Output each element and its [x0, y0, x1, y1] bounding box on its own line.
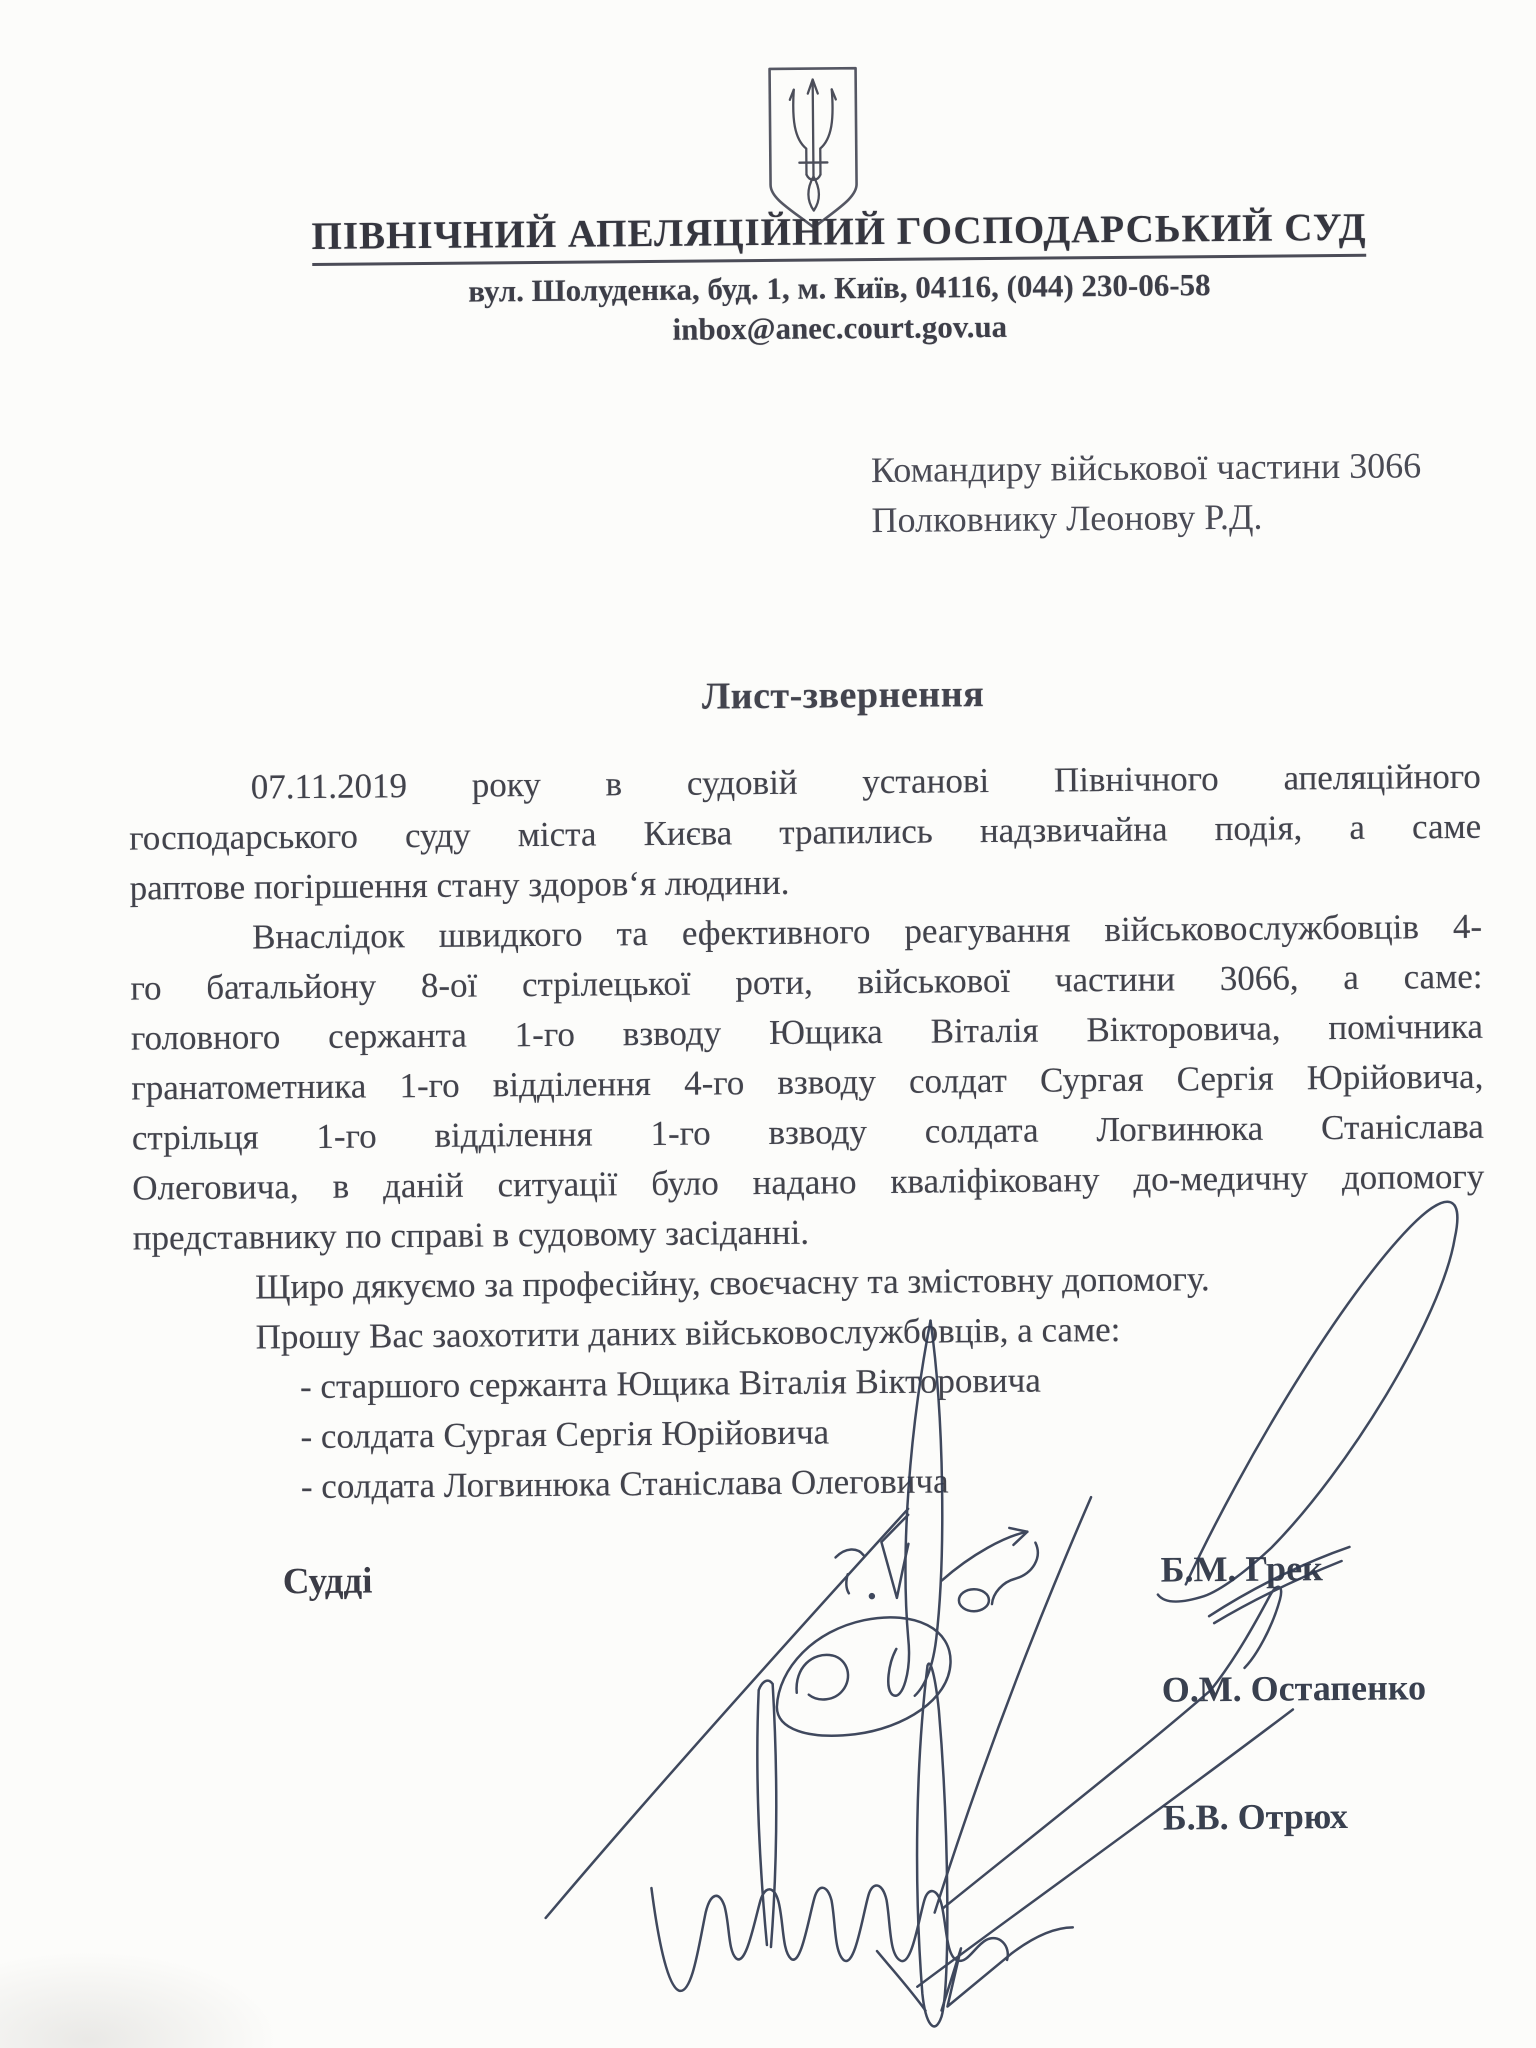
recipient-block [871, 440, 1422, 545]
body-line: - солдата Логвинюка Станіслава Олеговича [300, 1461, 949, 1507]
court-address: вул. Шолуденка, буд. 1, м. Київ, 04116, (044) 230-06-58 [468, 267, 1211, 309]
body-line: Олеговича, в даній ситуації було надано кваліфіковану до-медичну допомогу [132, 1156, 1485, 1208]
judges-label: Судді [282, 1560, 373, 1603]
body-line: гранатометника 1-го відділення 4-го взводу солдат Сургая Сергія Юрійовича, [131, 1056, 1484, 1108]
body-line: Прошу Вас заохотити даних військовослужбовців, а саме: [255, 1309, 1121, 1357]
body-text [129, 752, 1487, 1514]
letterhead [149, 203, 1530, 352]
letter-title: Лист-звернення [701, 673, 985, 718]
body-line: - солдата Сургая Сергія Юрійовича [300, 1412, 830, 1457]
court-email: inbox@anec.court.gov.ua [672, 308, 1008, 347]
body-line: головного сержанта 1-го взводу Ющика Віталія Вікторовича, помічника [130, 1006, 1484, 1058]
body-line: представнику по справі в судовому засіданні. [132, 1212, 810, 1258]
body-line: Внаслідок швидкого та ефективного реагування військовослужбовців 4- [251, 906, 1483, 957]
recipient-line: Командиру військової частини 3066 [870, 445, 1422, 491]
judge-name: О.М. Остапенко [1161, 1667, 1427, 1710]
judge-name: Б.М. Грек [1160, 1548, 1324, 1590]
body-line: Щиро дякуємо за професійну, своєчасну та змістовну допомогу. [254, 1259, 1210, 1307]
body-line: господарського суду міста Києва трапились надзвичайна подія, а саме [129, 806, 1482, 858]
recipient-line: Полковнику Леонову Р.Д. [871, 496, 1263, 541]
body-line: 07.11.2019 року в судовій установі Північного апеляційного [250, 756, 1481, 807]
court-name: ПІВНІЧНИЙ АПЕЛЯЦІЙНИЙ ГОСПОДАРСЬКИЙ СУД [311, 205, 1366, 266]
body-line: раптове погіршення стану здоров‘я людини. [129, 862, 790, 908]
body-line: го батальйону 8-ої стрілецької роти, військової частини 3066, а саме: [130, 956, 1483, 1008]
body-line: - старшого сержанта Ющика Віталія Вікторовича [299, 1360, 1041, 1407]
judge-name: Б.В. Отрюх [1162, 1795, 1349, 1838]
body-line: стрільця 1-го відділення 1-го взводу солдата Логвинюка Станіслава [131, 1106, 1484, 1158]
